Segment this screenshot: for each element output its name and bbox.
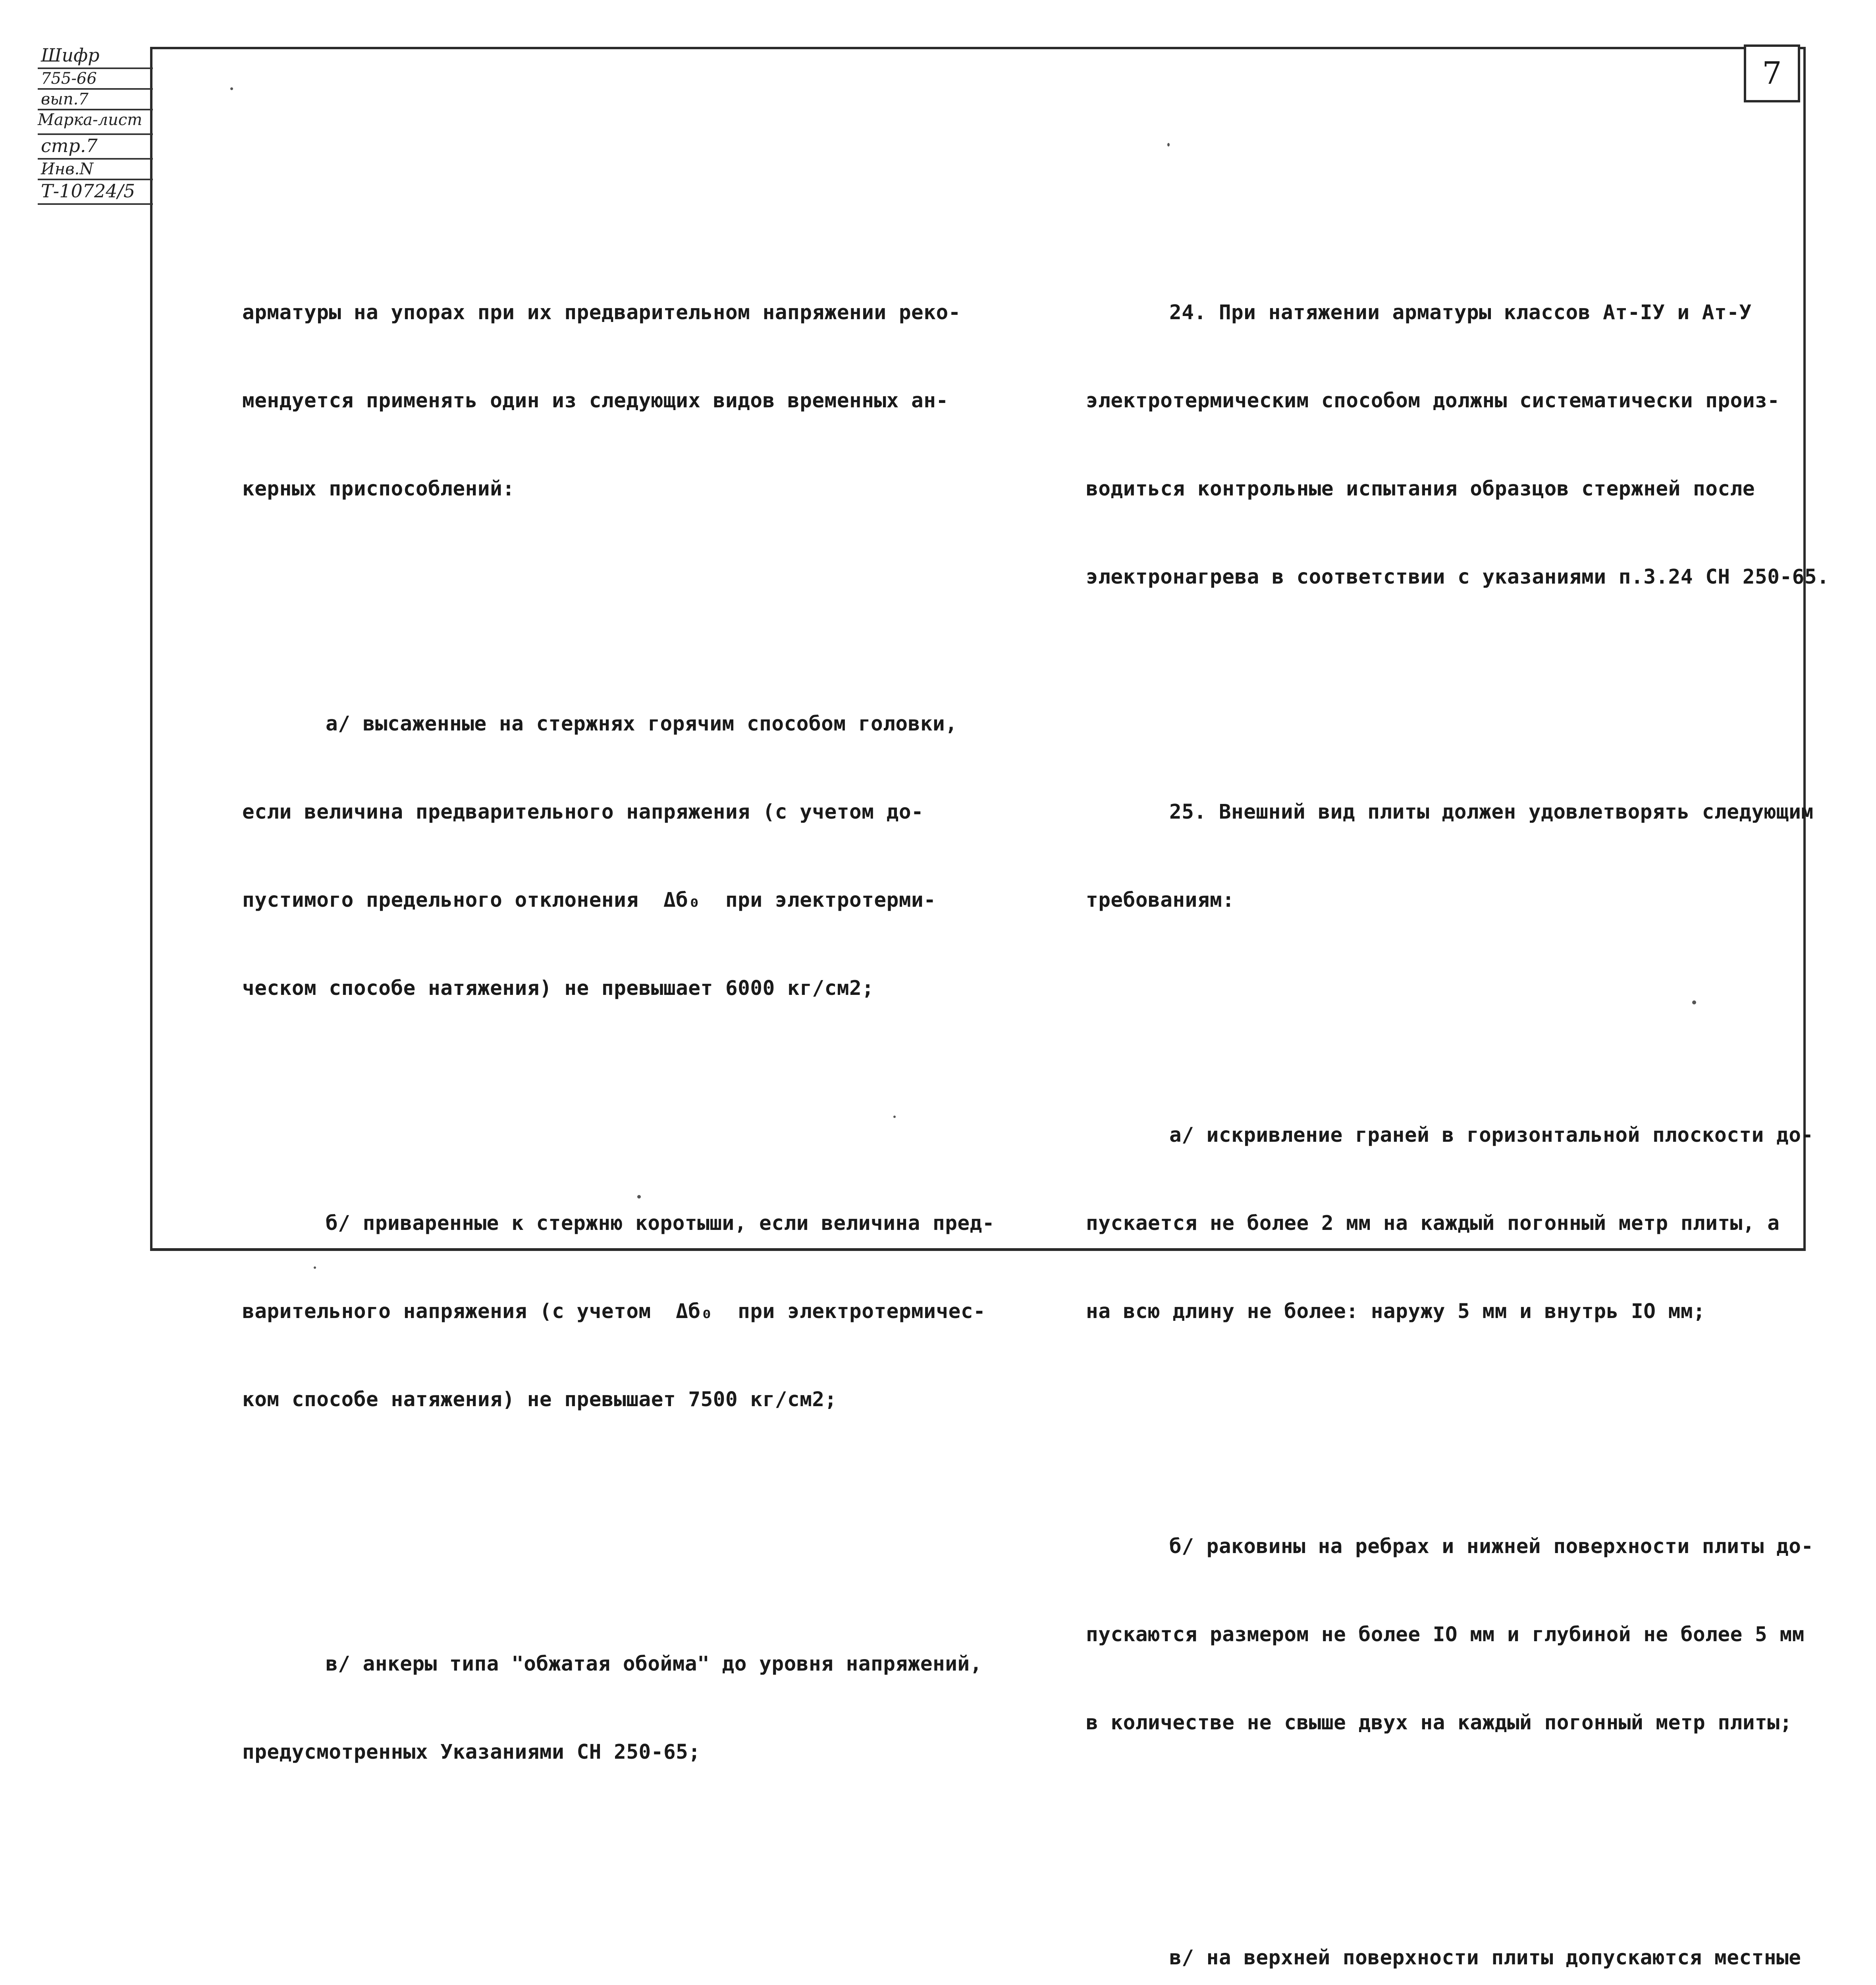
scan-speck [637,1195,641,1199]
paragraph-25 [1086,739,1814,974]
paragraph-24 [1086,239,1830,651]
text-line: мендуется применять один из следующих видов временных ан- [242,389,949,412]
paragraph-25-a [1086,1062,1814,1385]
text-line: пускается не более 2 мм на каждый погонный метр плиты, а [1086,1212,1780,1235]
text-line: 25. Внешний вид плиты должен удовлетворять следующим [1169,800,1814,824]
right-column [1086,181,1830,1985]
text-line: варительного напряжения (с учетом Δб₀ при электротермичес- [242,1300,986,1323]
left-column [242,181,995,1985]
text-line: а/ высаженные на стержнях горячим способом головки, [326,712,958,736]
text-line: на всю длину не более: наружу 5 мм и внутрь IO мм; [1086,1300,1706,1323]
text-line: ком способе натяжения) не превышает 7500 кг/см2; [242,1388,837,1411]
scan-speck [1167,143,1170,146]
text-line: в/ анкеры типа "обжатая обойма" до уровня напряжений, [326,1652,982,1676]
stamp-line-series: 755-66 [38,69,153,90]
stamp-line-mark-sheet: Марка-лист [38,110,153,135]
text-line: водиться контрольные испытания образцов стержней после [1086,477,1755,501]
scan-speck [314,1266,316,1269]
paragraph-item-b [242,1150,995,1473]
paragraph-anchors-intro [242,239,961,563]
text-line: б/ приваренные к стержню коротыши, если величина пред- [326,1212,995,1235]
text-line: пускаются размером не более IO мм и глубиной не более 5 мм [1086,1623,1805,1646]
text-line: если величина предварительного напряжения (с учетом до- [242,800,924,824]
text-line: арматуры на упорах при их предварительном напряжении реко- [242,301,961,324]
text-line: а/ искривление граней в горизонтальной плоскости до- [1169,1124,1814,1147]
archive-stamp [38,44,153,205]
text-line: в количестве не свыше двух на каждый погонный метр плиты; [1086,1711,1792,1734]
text-line: электронагрева в соответствии с указаниями п.3.24 СН 250-65. [1086,565,1830,589]
text-line: пустимого предельного отклонения Δб₀ при электротерми- [242,888,936,912]
stamp-line-code: Шифр [38,44,153,69]
paragraph-item-g [242,1943,957,1985]
paragraph-item-v [242,1591,982,1826]
text-line: требованиям: [1086,888,1235,912]
paragraph-item-a [242,651,957,1062]
stamp-line-issue: вып.7 [38,90,153,110]
stamp-line-inventory-number: Т-10724/5 [38,180,153,205]
text-line: 24. При натяжении арматуры классов Ат-IУ и Ат-У [1169,301,1752,324]
text-line: ческом способе натяжения) не превышает 6000 кг/см2; [242,977,874,1000]
text-line: б/ раковины на ребрах и нижней поверхности плиты до- [1169,1535,1814,1558]
text-line: керных приспособлений: [242,477,515,501]
paragraph-25-v [1086,1885,1801,1985]
paragraph-25-b [1086,1473,1814,1796]
text-line: в/ на верхней поверхности плиты допускаются местные [1169,1946,1801,1970]
page-number: 7 [1744,44,1800,102]
stamp-line-inventory-label: Инв.N [38,160,153,180]
scan-speck [230,87,233,90]
text-line: предусмотренных Указаниями СН 250-65; [242,1740,701,1764]
scan-speck [1692,1000,1696,1004]
scan-speck [893,1116,896,1118]
text-line: электротермическим способом должны систематически произ- [1086,389,1780,412]
stamp-line-page: стр.7 [38,135,153,160]
